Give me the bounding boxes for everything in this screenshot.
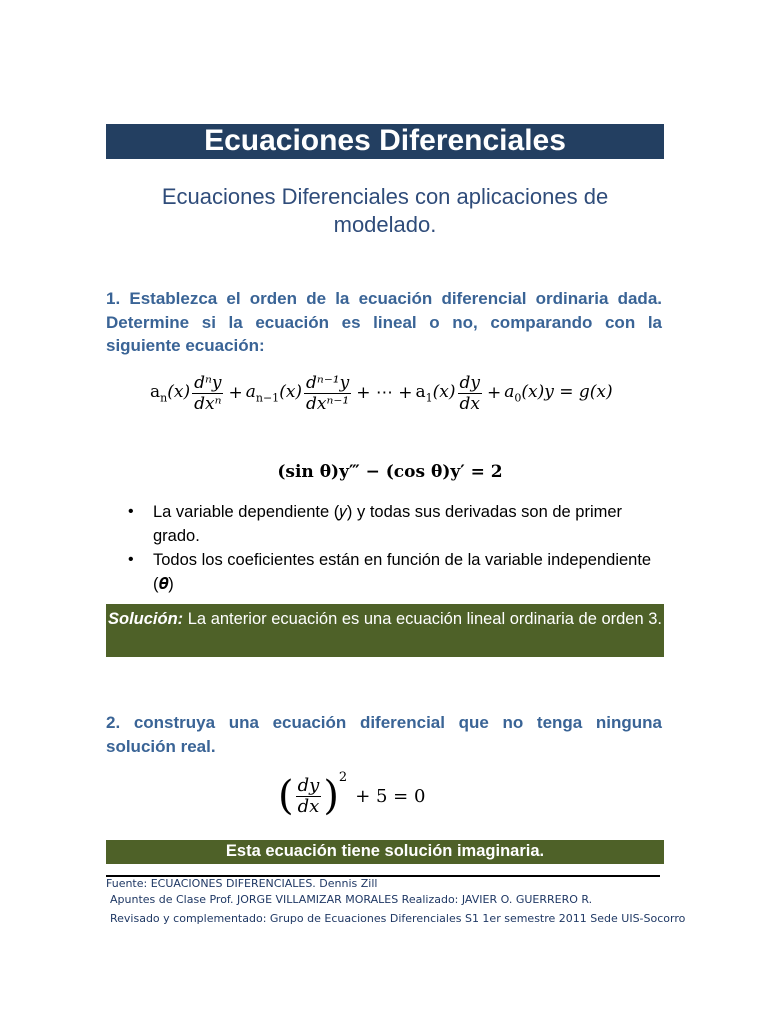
eq-term-a0: $a_0(x)y = g(x)$ (504, 381, 613, 405)
question-1: 1. Establezca el orden de la ecuación diferencial ordinaria dada. Determine si la ecuación es lineal o no, comparando con la siguiente ecuación: (106, 289, 662, 355)
footer-review: Revisado y complementado: Grupo de Ecuaciones Diferenciales S1 1er semestre 2011 Sede UIS-Socorro (110, 912, 686, 925)
subtitle-line-1: Ecuaciones Diferenciales con aplicaciones de (161, 184, 609, 209)
bullet-list (128, 500, 668, 596)
bullet-icon: • (128, 503, 134, 520)
subtitle-line-2: modelado. (333, 212, 437, 237)
eq-term-an: $a_n(x)$ (150, 381, 191, 405)
page-title: Ecuaciones Diferenciales (106, 124, 664, 159)
general-linear-equation: $a_n(x)$ $\frac{\text{dⁿy}}{\text{dxⁿ}}$ + $a_{n-1}(x)$ $\frac{\text{dⁿ⁻¹y}}{\text{dxⁿ⁻¹}}$ + ⋯ + $a_1(x)$ $\frac{dy}{dx}$ + $a_0(x)y = g(x)$ (150, 372, 613, 414)
given-equation: (sin θ)y‴ − (cos θ)y′ = 2 (277, 462, 503, 482)
list-item: • Todos los coeficientes están en función de la variable independiente (𝜽) (128, 548, 668, 596)
bullet-icon: • (128, 551, 134, 568)
answer-band: Esta ecuación tiene solución imaginaria. (106, 840, 664, 864)
solution-text: La anterior ecuación es una ecuación lineal ordinaria de orden 3. (183, 610, 662, 628)
solution-label: Solución: (108, 610, 184, 628)
footer-source: Fuente: ECUACIONES DIFERENCIALES. Dennis Zill (106, 877, 378, 890)
question-2: 2. construya una ecuación diferencial que no tenga ninguna solución real. (106, 713, 662, 756)
eq-frac-dn1y: $\frac{\text{dⁿ⁻¹y}}{\text{dxⁿ⁻¹}}$ (306, 372, 350, 414)
solution-band (106, 604, 664, 657)
no-real-solution-equation: ( $\frac{dy}{dx}$ ) $^2$ + 5 = 0 (278, 770, 426, 819)
footer-notes: Apuntes de Clase Prof. JORGE VILLAMIZAR MORALES Realizado: JAVIER O. GUERRERO R. (110, 893, 593, 906)
list-item: • La variable dependiente (𝑦) y todas sus derivadas son de primer grado. (128, 500, 668, 548)
eq-frac-dny: $\frac{\text{dⁿy}}{\text{dxⁿ}}$ (194, 372, 222, 414)
eq-frac-dy: $\frac{dy}{dx}$ (459, 372, 481, 414)
page-subtitle (106, 183, 664, 239)
eq-term-a1: $a_1(x)$ (415, 381, 456, 405)
eq-term-an1: $a_{n-1}(x)$ (245, 381, 303, 405)
